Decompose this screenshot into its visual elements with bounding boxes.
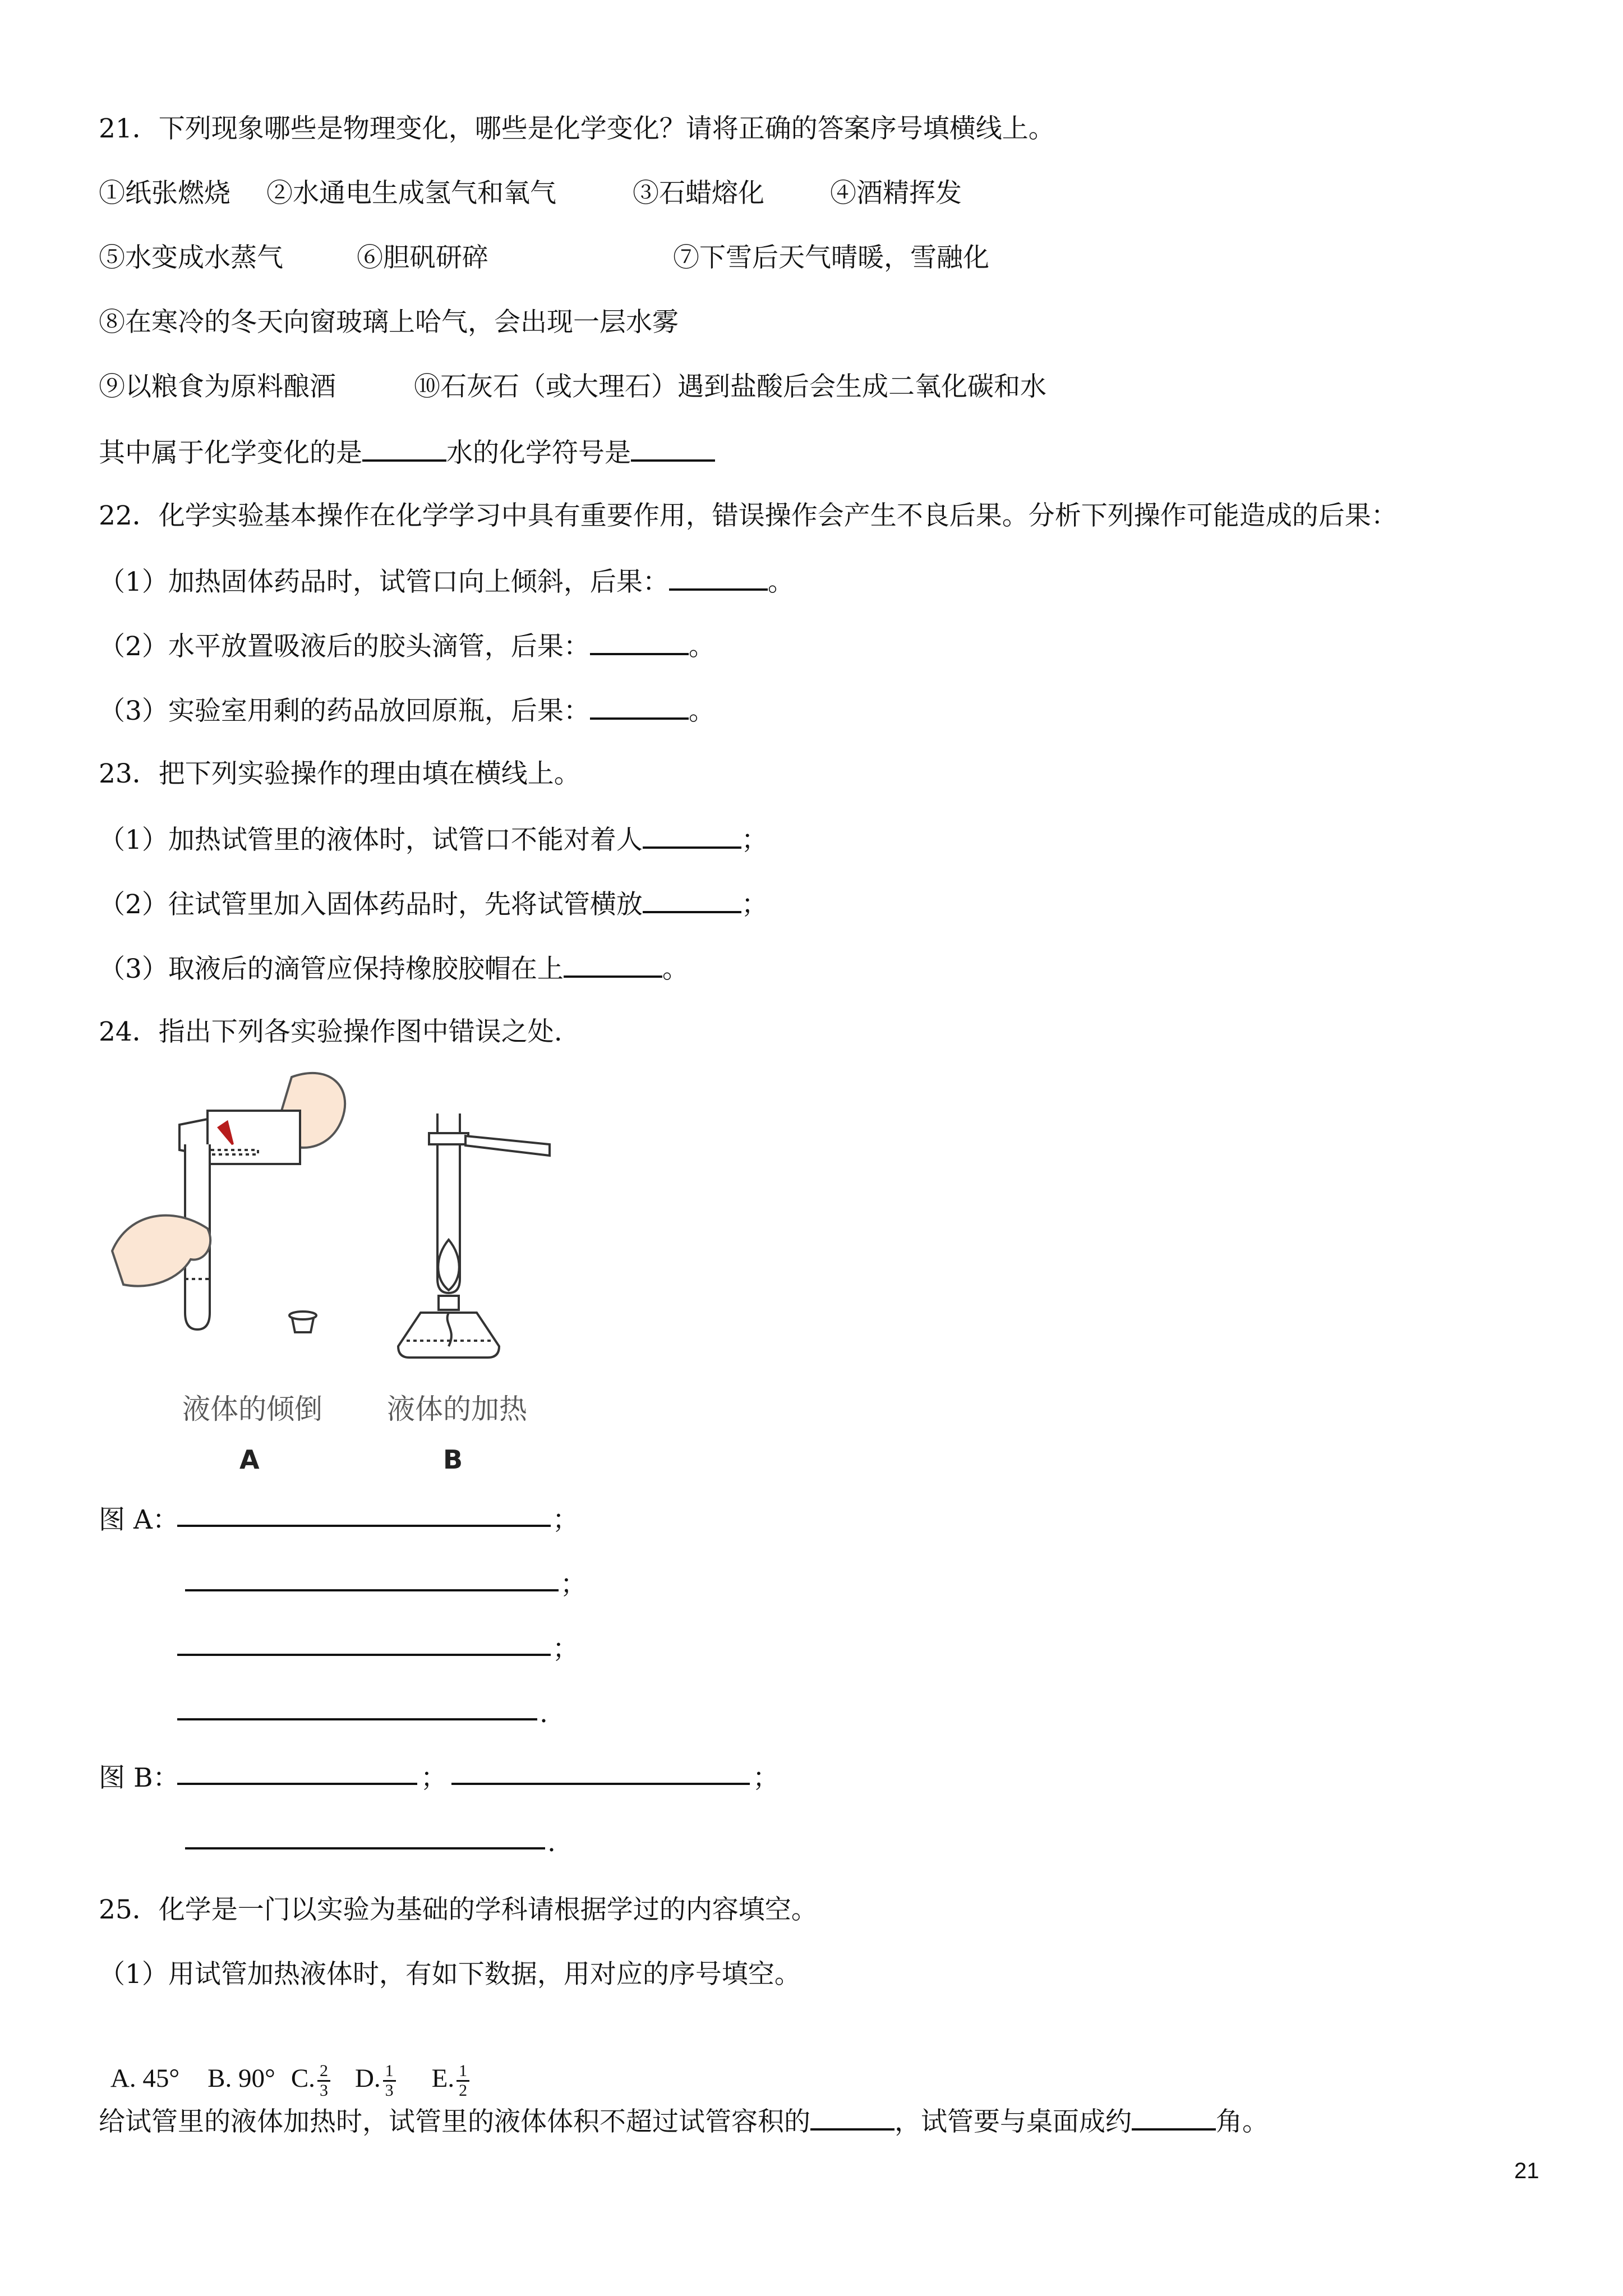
q23-item-1-end: ； [741,825,768,855]
q25-option-d: D. [354,2064,381,2093]
q24-a-blank-1[interactable] [177,1525,551,1527]
q25-fill-text-a: 给试管里的液体加热时，试管里的液体体积不超过试管容积的 [99,2106,810,2137]
q21-answer-line [99,435,715,470]
q24-b-blank-3[interactable] [185,1847,545,1849]
q25-frac-c-num: 2 [317,2062,330,2082]
q24-b-blank-1[interactable] [177,1783,417,1785]
q21-option-3: ③石蜡熔化 [633,178,764,209]
q23-item-3 [99,951,689,986]
q21-blank-symbol[interactable] [631,435,715,462]
q25-frac-d-den: 3 [385,2081,394,2100]
q23-blank-3[interactable] [564,951,662,978]
q24-a-semi-3: ； [552,1634,579,1664]
figure-a-caption: 液体的倾倒 [182,1393,322,1425]
q25-fill-text-b: ，试管要与桌面成约 [895,2106,1132,2137]
q24-a-blank-3[interactable] [177,1654,551,1656]
q21-option-9: ⑨以粮食为原料酿酒 [99,371,336,402]
q24-b-blank-2[interactable] [451,1783,750,1785]
q22-item-1 [99,564,794,599]
figure-b-heating [398,1114,550,1358]
q21-ask-chemical: 其中属于化学变化的是 [99,438,362,468]
q23-title: 23．把下列实验操作的理由填在横线上。 [99,758,580,789]
q23-item-1-text: （1）加热试管里的液体时，试管口不能对着人 [99,825,643,855]
q25-option-e: E. [431,2064,455,2093]
q21-option-1: ①纸张燃烧 [99,178,230,209]
q23-item-3-text: （3）取液后的滴管应保持橡胶胶帽在上 [99,954,564,984]
q24-a-blank-4[interactable] [177,1718,537,1720]
q24-b-semi-1: ； [421,1763,447,1793]
q25-frac-d-num: 1 [383,2062,396,2082]
q24-b-semi-2: ； [753,1763,779,1793]
q25-option-c: C. [291,2064,315,2093]
q22-item-2 [99,628,715,664]
q21-option-8: ⑧在寒冷的冬天向窗玻璃上哈气，会出现一层水雾 [99,307,679,338]
q25-option-b: B. 90° [208,2064,275,2093]
q22-item-3-end: 。 [688,696,715,726]
q25-option-a: A. 45° [110,2064,180,2093]
q23-blank-2[interactable] [643,886,741,913]
q23-item-1 [99,822,768,857]
q21-option-2: ②水通电生成氢气和氧气 [266,178,556,209]
q25-title: 25．化学是一门以实验为基础的学科请根据学过的内容填空。 [99,1894,818,1925]
q21-option-5: ⑤水变成水蒸气 [99,242,283,273]
q24-title: 24．指出下列各实验操作图中错误之处. [99,1016,562,1047]
q25-frac-c-den: 3 [319,2081,328,2100]
q25-blank-volume[interactable] [810,2104,895,2131]
q25-frac-e-num: 1 [457,2062,469,2082]
q25-frac-e [457,2062,469,2100]
q25-item-1: （1）用试管加热液体时，有如下数据，用对应的序号填空。 [99,1959,801,1990]
q22-blank-1[interactable] [669,564,768,591]
q24-a-semi-1: ； [552,1504,579,1535]
q25-frac-c [317,2062,330,2100]
q21-option-6: ⑥胆矾研碎 [357,242,488,273]
q23-item-2-end: ； [741,889,768,920]
q22-item-1-end: 。 [767,567,794,597]
q25-frac-e-den: 2 [459,2081,468,2100]
q21-option-10: ⑩石灰石（或大理石）遇到盐酸后会生成二氧化碳和水 [414,371,1046,402]
q22-item-2-end: 。 [688,631,715,662]
q25-frac-d [383,2062,396,2100]
figure-a-letter: A [239,1444,260,1475]
figure-a-pouring [112,1073,345,1332]
q25-options [99,2028,472,2100]
q21-option-7: ⑦下雪后天气晴暖，雪融化 [673,242,989,273]
q22-item-3-text: （3）实验室用剩的药品放回原瓶，后果： [99,696,590,726]
q22-item-3 [99,693,715,728]
figure-b-caption: 液体的加热 [387,1393,527,1425]
q24-figure [107,1066,589,1380]
page-number: 21 [1514,2159,1539,2183]
q22-blank-3[interactable] [590,693,689,720]
q25-blank-angle[interactable] [1132,2104,1216,2131]
q25-fill-text-c: 角。 [1216,2106,1269,2137]
q21-title: 21．下列现象哪些是物理变化，哪些是化学变化？请将正确的答案序号填横线上。 [99,113,1055,144]
q24-b-period: . [547,1827,556,1858]
q23-item-3-end: 。 [662,954,689,984]
q23-item-2 [99,886,768,922]
q24-a-period: . [540,1698,548,1729]
q23-item-2-text: （2）往试管里加入固体药品时，先将试管横放 [99,889,643,920]
q22-item-1-text: （1）加热固体药品时，试管口向上倾斜，后果： [99,567,669,597]
q23-blank-1[interactable] [643,822,741,849]
figure-b-letter: B [443,1444,463,1475]
q25-fill-line [99,2104,1269,2139]
q22-item-2-text: （2）水平放置吸液后的胶头滴管，后果： [99,631,590,662]
q21-ask-symbol: 水的化学符号是 [446,438,631,468]
q24-label-a: 图 A： [99,1504,179,1535]
q21-blank-chemical[interactable] [362,435,446,462]
q22-title: 22．化学实验基本操作在化学学习中具有重要作用，错误操作会产生不良后果。分析下列操作可能造成的后果： [99,500,1398,531]
q24-a-semi-2: ； [560,1569,587,1600]
q24-a-blank-2[interactable] [185,1589,559,1591]
q21-option-4: ④酒精挥发 [830,178,962,209]
q24-label-b: 图 B： [99,1763,179,1793]
q22-blank-2[interactable] [590,628,689,655]
